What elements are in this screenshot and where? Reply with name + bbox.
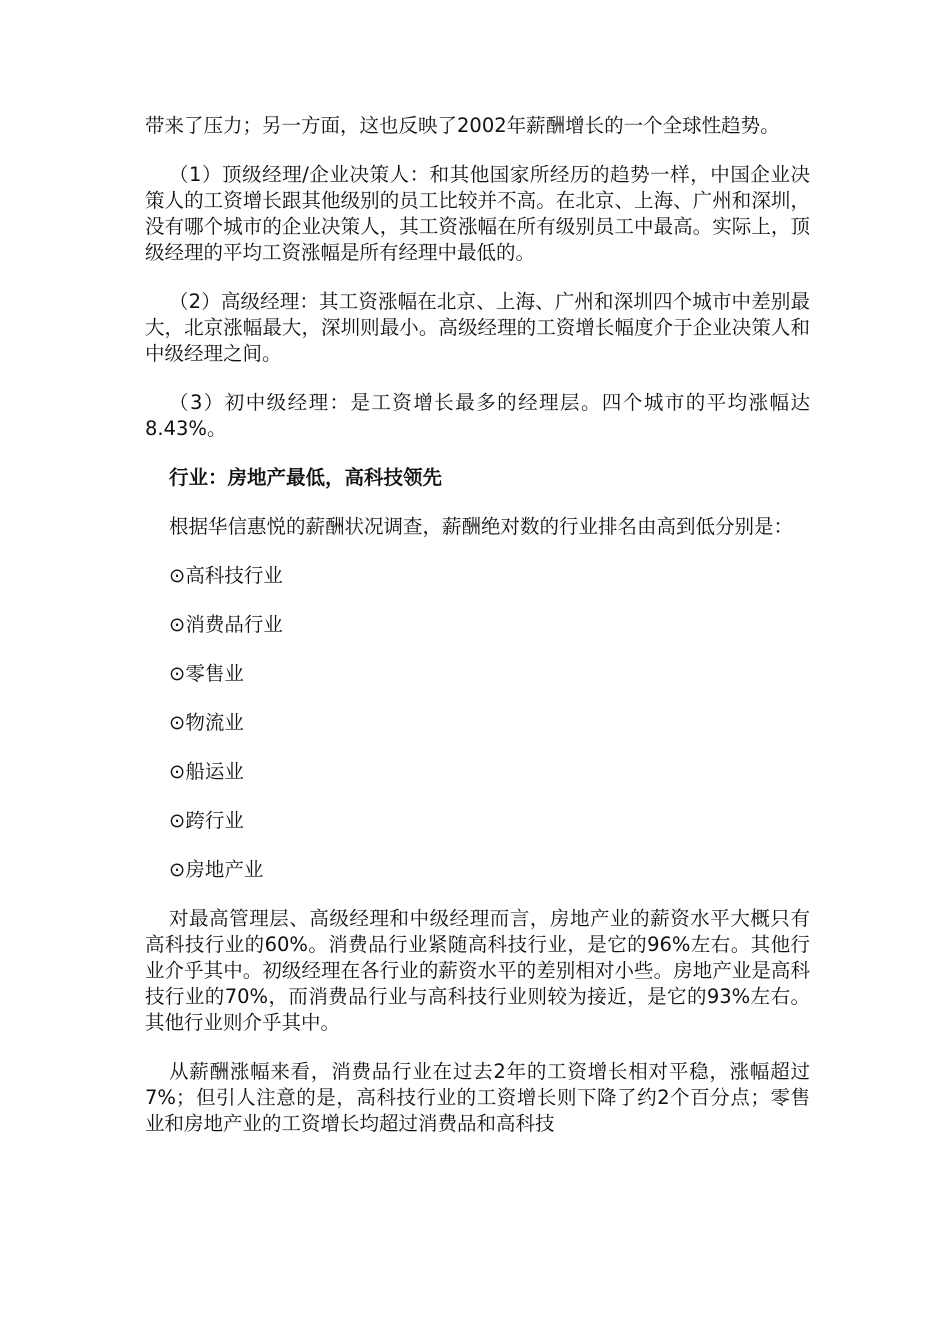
paragraph-salary-comparison: 对最高管理层、高级经理和中级经理而言，房地产业的薪资水平大概只有高科技行业的60%。消费品行业紧随高科技行业，是它的96%左右。其他行业介乎其中。初级经理在各行业的薪资水平的差别相对小些。房地产业是高科技行业的70%，而消费品行业与高科技行业则较为接近，是它的93%左右。其他行业则介乎其中。 [145, 907, 810, 1034]
list-item: ⊙高科技行业 [169, 564, 283, 587]
industry-ranking-list [145, 563, 810, 883]
section-heading: 行业：房地产最低，高科技领先 [169, 466, 443, 489]
paragraph-top-managers: （1）顶级经理/企业决策人：和其他国家所经历的趋势一样，中国企业决策人的工资增长跟其他级别的员工比较并不高。在北京、上海、广州和深圳，没有哪个城市的企业决策人，其工资涨幅在所有级别员工中最高。实际上，顶级经理的平均工资涨幅是所有经理中最低的。 [145, 163, 810, 264]
list-item: ⊙房地产业 [169, 858, 264, 881]
list-item: ⊙船运业 [169, 760, 244, 783]
paragraph-salary-growth: 从薪酬涨幅来看，消费品行业在过去2年的工资增长相对平稳，涨幅超过7%；但引人注意的是，高科技行业的工资增长则下降了约2个百分点；零售业和房地产业的工资增长均超过消费品和高科技 [145, 1060, 810, 1135]
list-item: ⊙跨行业 [169, 809, 244, 832]
document-body [145, 113, 810, 1160]
paragraph-junior-managers: （3）初中级经理：是工资增长最多的经理层。四个城市的平均涨幅达8.43%。 [145, 391, 810, 440]
paragraph-senior-managers: （2）高级经理：其工资涨幅在北京、上海、广州和深圳四个城市中差别最大，北京涨幅最大，深圳则最小。高级经理的工资增长幅度介于企业决策人和中级经理之间。 [145, 290, 810, 365]
paragraph-industry-ranking-intro: 根据华信惠悦的薪酬状况调查，薪酬绝对数的行业排名由高到低分别是： [169, 515, 794, 538]
list-item: ⊙零售业 [169, 662, 244, 685]
list-item: ⊙物流业 [169, 711, 244, 734]
list-item: ⊙消费品行业 [169, 613, 283, 636]
paragraph-continued: 带来了压力；另一方面，这也反映了2002年薪酬增长的一个全球性趋势。 [145, 114, 780, 137]
